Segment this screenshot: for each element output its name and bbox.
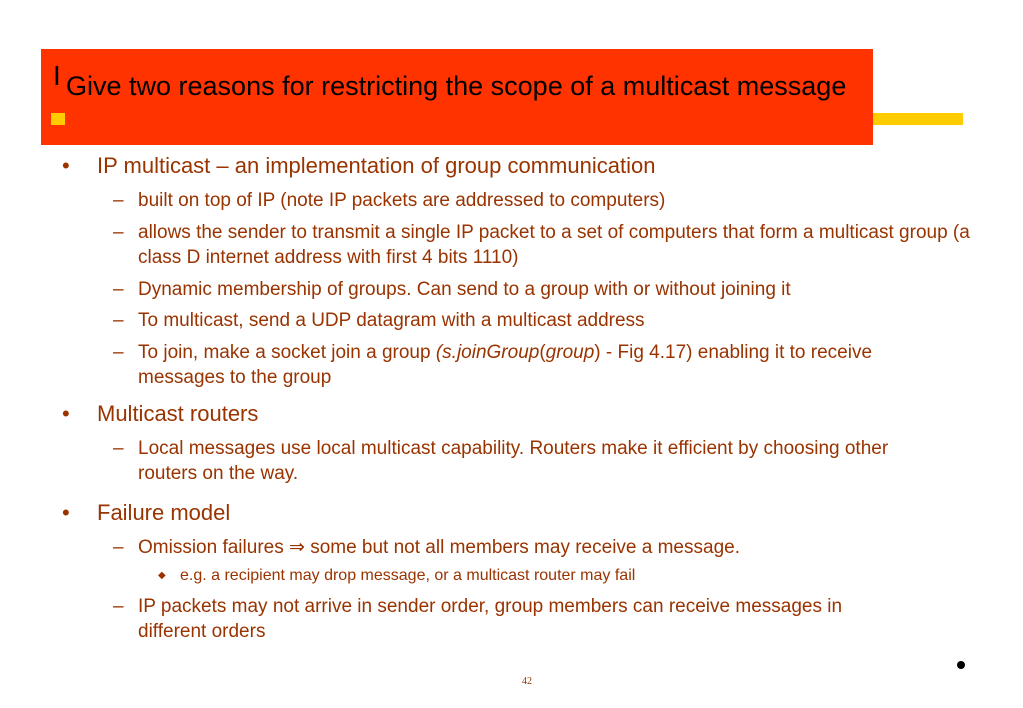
sub-bullet-text: Local messages use local multicast capability. Routers make it efficient by choosing other routers on the way. (138, 438, 889, 484)
diamond-icon: ◆ (158, 570, 166, 581)
sub-bullet-text: built on top of IP (note IP packets are addressed to computers) (138, 190, 666, 211)
dash-marker: – (113, 596, 124, 617)
text-run: To join, make a socket join a group (138, 342, 436, 363)
bullet-text: IP multicast – an implementation of group communication (97, 153, 656, 178)
corner-dot (957, 661, 965, 669)
sub-sub-bullet-text: e.g. a recipient may drop message, or a multicast router may fail (180, 567, 636, 584)
dash-marker: – (113, 190, 124, 211)
text-run: ( (539, 342, 546, 363)
code-arg: group (545, 342, 595, 363)
bullet-marker: • (62, 153, 70, 178)
title-tag: I (53, 60, 61, 91)
sub-bullet-text: Dynamic membership of groups. Can send to a group with or without joining it (138, 279, 791, 300)
sub-bullet-text: To multicast, send a UDP datagram with a multicast address (138, 310, 645, 331)
bullet-marker: • (62, 500, 70, 525)
bullet-marker: • (62, 401, 70, 426)
sub-bullet-text: IP packets may not arrive in sender order, group members can receive messages in different orders (138, 596, 843, 642)
dash-marker: – (113, 342, 124, 363)
code-method: (s.joinGroup (435, 342, 540, 363)
slide-title: Give two reasons for restricting the scope of a multicast message (66, 71, 847, 101)
sub-bullet-text: allows the sender to transmit a single IP packet to a set of computers that form a multicast group (a class D internet address with first 4 bits 1110) (138, 222, 970, 268)
dash-marker: – (113, 310, 124, 331)
accent-line-right (873, 113, 963, 125)
bullet-text: Failure model (97, 500, 231, 525)
sub-bullet-text (138, 340, 948, 390)
dash-marker: – (113, 279, 124, 300)
dash-marker: – (113, 438, 124, 459)
sub-bullet-text: Omission failures ⇒ some but not all members may receive a message. (138, 537, 740, 558)
accent-line-left (51, 113, 65, 125)
bullet-text: Multicast routers (97, 401, 259, 426)
text-run: ) - Fig 4.17) enabling it to receive messages to the group (138, 342, 873, 388)
dash-marker: – (113, 222, 124, 243)
dash-marker: – (113, 537, 124, 558)
page-number: 42 (522, 676, 532, 687)
